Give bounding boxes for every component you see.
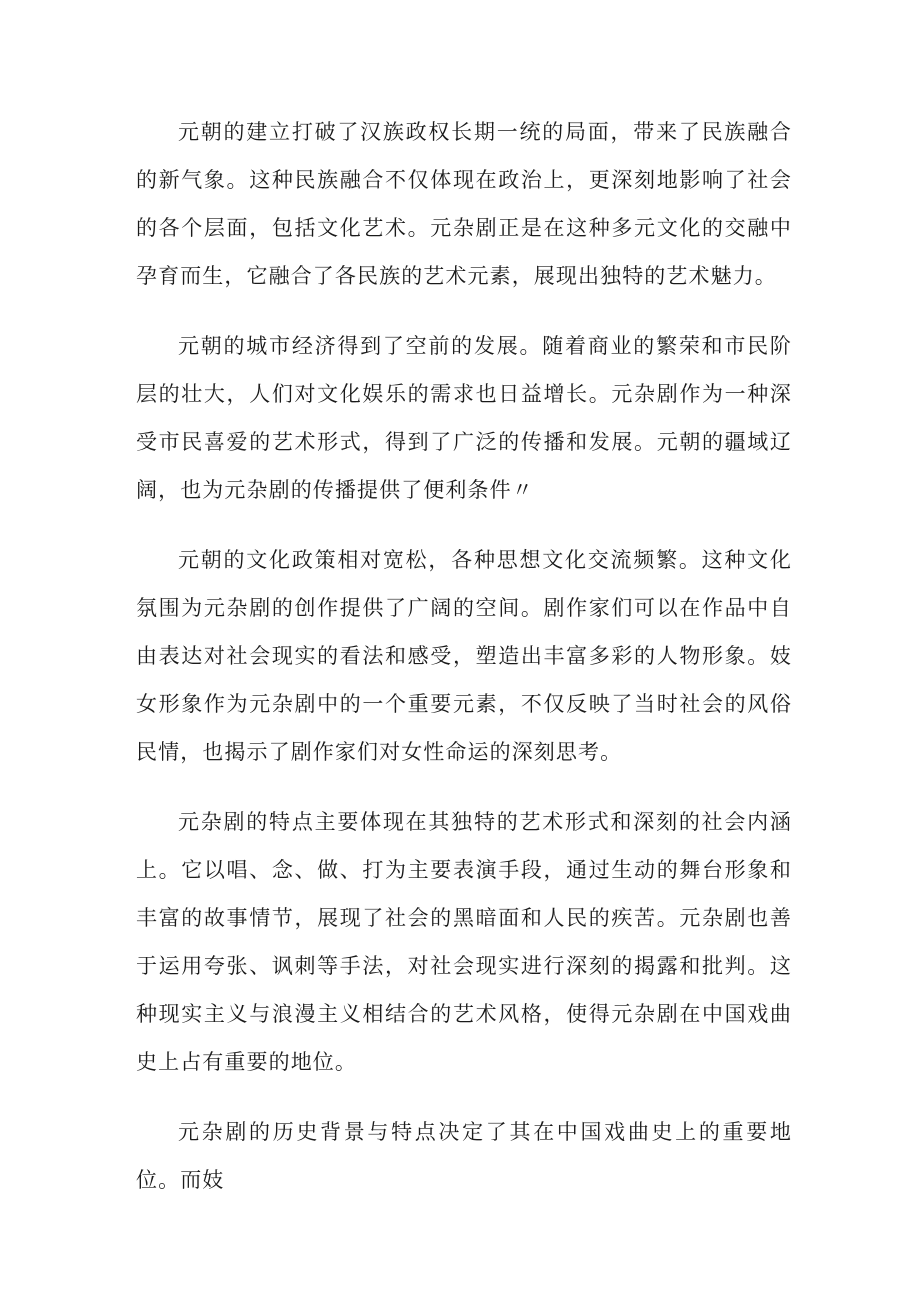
paragraph-2: 元朝的城市经济得到了空前的发展。随着商业的繁荣和市民阶层的壮大，人们对文化娱乐的需求也日益增长。元杂剧作为一种深受市民喜爱的艺术形式，得到了广泛的传播和发展。元朝的疆域辽阔，也为元杂剧的传播提供了便利条件〃 (136, 334, 792, 502)
paragraph-4: 元杂剧的特点主要体现在其独特的艺术形式和深刻的社会内涵上。它以唱、念、做、打为主要表演手段，通过生动的舞台形象和丰富的故事情节，展现了社会的黑暗面和人民的疾苦。元杂剧也善于运用夸张、讽刺等手法，对社会现实进行深刻的揭露和批判。这种现实主义与浪漫主义相结合的艺术风格，使得元杂剧在中国戏曲史上占有重要的地位。 (136, 810, 792, 1074)
paragraph-5: 元杂剧的历史背景与特点决定了其在中国戏曲史上的重要地位。而妓 (136, 1120, 792, 1192)
paragraph-1: 元朝的建立打破了汉族政权长期一统的局面，带来了民族融合的新气象。这种民族融合不仅体现在政治上，更深刻地影响了社会的各个层面，包括文化艺术。元杂剧正是在这种多元文化的交融中孕育而生，它融合了各民族的艺术元素，展现出独特的艺术魅力。 (136, 120, 792, 288)
paragraph-3: 元朝的文化政策相对宽松，各种思想文化交流频繁。这种文化氛围为元杂剧的创作提供了广阔的空间。剧作家们可以在作品中自由表达对社会现实的看法和感受，塑造出丰富多彩的人物形象。妓女形象作为元杂剧中的一个重要元素，不仅反映了当时社会的风俗民情，也揭示了剧作家们对女性命运的深刻思考。 (136, 548, 792, 764)
